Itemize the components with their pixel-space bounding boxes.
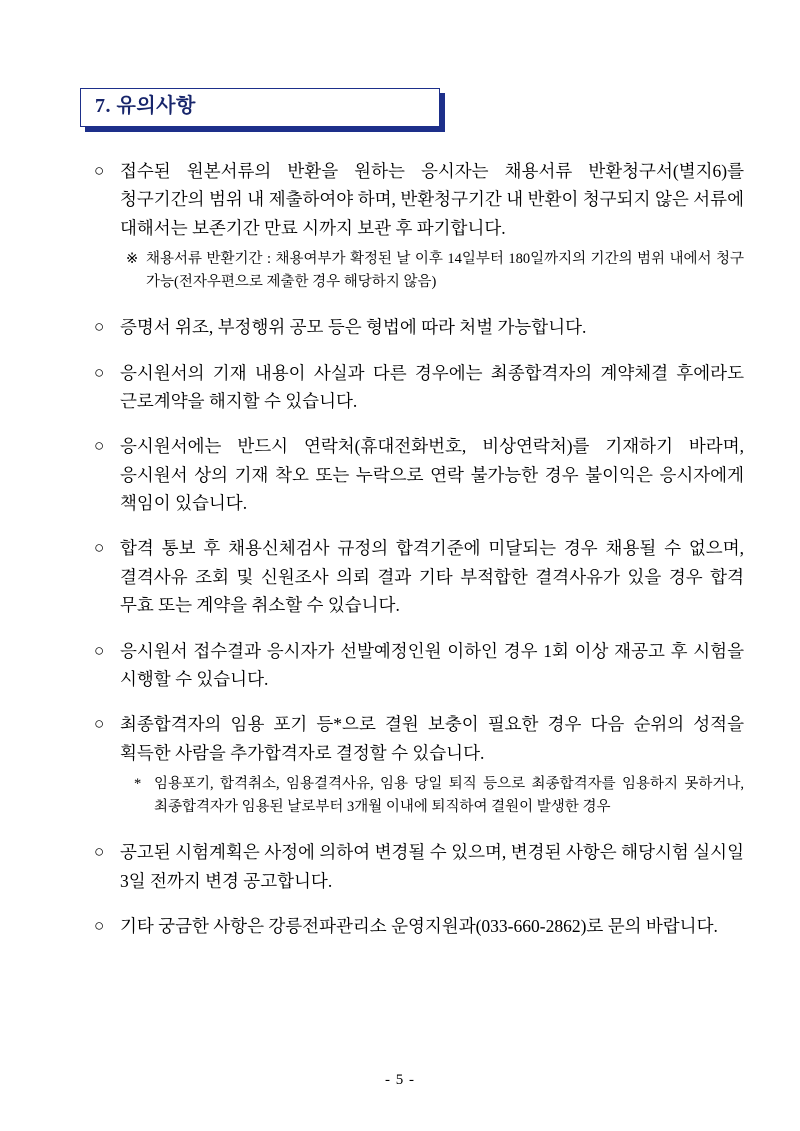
list-item-text: 기타 궁금한 사항은 강릉전파관리소 운영지원과(033-660-2862)로 문의 바랍니다. [120,915,718,936]
list-item-text: 증명서 위조, 부정행위 공모 등은 형법에 따라 처벌 가능합니다. [120,317,587,338]
list-item-text: 응시원서 접수결과 응시자가 선발예정인원 이하인 경우 1회 이상 재공고 후 시험을 시행할 수 있습니다. [120,640,744,689]
notice-list [94,157,744,940]
list-item [94,313,744,341]
section-heading [80,88,440,127]
list-item-text: 최종합격자의 임용 포기 등*으로 결원 보충이 필요한 경우 다음 순위의 성적을 획득한 사람을 추가합격자로 결정할 수 있습니다. [120,714,744,763]
list-item-body [120,637,744,694]
list-item-body [120,912,744,940]
sub-note [126,248,744,294]
bullet-marker: ○ [94,538,105,558]
bullet-marker: ○ [94,161,105,180]
heading-box [80,88,440,127]
sub-note-marker: ※ [126,251,139,268]
list-item-body [120,157,744,296]
list-item-body [120,359,744,416]
list-item-text: 접수된 원본서류의 반환을 원하는 응시자는 채용서류 반환청구서(별지6)를 청구기간의 범위 내 제출하여야 하며, 반환청구기간 내 반환이 청구되지 않은 서류에 대해서는 보존기간 만료 시까지 보관 후 파기합니다. [120,161,744,238]
bullet-marker: ○ [94,436,105,456]
list-item [94,912,744,940]
bullet-marker: ○ [94,842,105,862]
page-title: 7. 유의사항 [95,95,196,117]
list-item-text: 공고된 시험계획은 사정에 의하여 변경될 수 있으며, 변경된 사항은 해당시험 실시일 3일 전까지 변경 공고합니다. [120,842,744,891]
list-item-body [120,710,744,821]
list-item-text: 합격 통보 후 채용신체검사 규정의 합격기준에 미달되는 경우 채용될 수 없으며, 결격사유 조회 및 신원조사 의뢰 결과 기타 부적합한 결격사유가 있을 경우 합격 무효 또는 계약을 취소할 수 있습니다. [120,538,744,616]
bullet-marker: ○ [94,317,105,337]
bullet-marker: ○ [94,714,105,734]
list-item-body [120,313,744,341]
list-item-body [120,534,744,619]
list-item [94,637,744,694]
list-item [94,838,744,895]
list-item-text: 응시원서에는 반드시 연락처(휴대전화번호, 비상연락처)를 기재하기 바라며, 응시원서 상의 기재 착오 또는 누락으로 연락 불가능한 경우 불이익은 응시자에게 책임이 있습니다. [120,436,744,514]
sub-note [134,773,744,819]
bullet-marker: ○ [94,640,105,660]
list-item-text: 응시원서의 기재 내용이 사실과 다른 경우에는 최종합격자의 계약체결 후에라도 근로계약을 해지할 수 있습니다. [120,362,744,412]
list-item [94,432,744,517]
list-item [94,534,744,619]
sub-note-marker: * [134,775,142,792]
bullet-marker: ○ [94,362,105,382]
sub-note-text: 채용서류 반환기간 : 채용여부가 확정된 날 이후 14일부터 180일까지의 기간의 범위 내에서 청구 가능(전자우편으로 제출한 경우 해당하지 않음) [146,251,744,291]
page-number: - 5 - [385,1072,415,1088]
bullet-marker: ○ [94,915,105,935]
list-item [94,157,744,296]
sub-note-text: 임용포기, 합격취소, 임용결격사유, 임용 당일 퇴직 등으로 최종합격자를 임용하지 못하거나, 최종합격자가 임용된 날로부터 3개월 이내에 퇴직하여 결원이 발생한 경우 [154,775,744,816]
list-item-body [120,838,744,895]
list-item-body [120,432,744,517]
list-item [94,359,744,416]
list-item [94,710,744,821]
